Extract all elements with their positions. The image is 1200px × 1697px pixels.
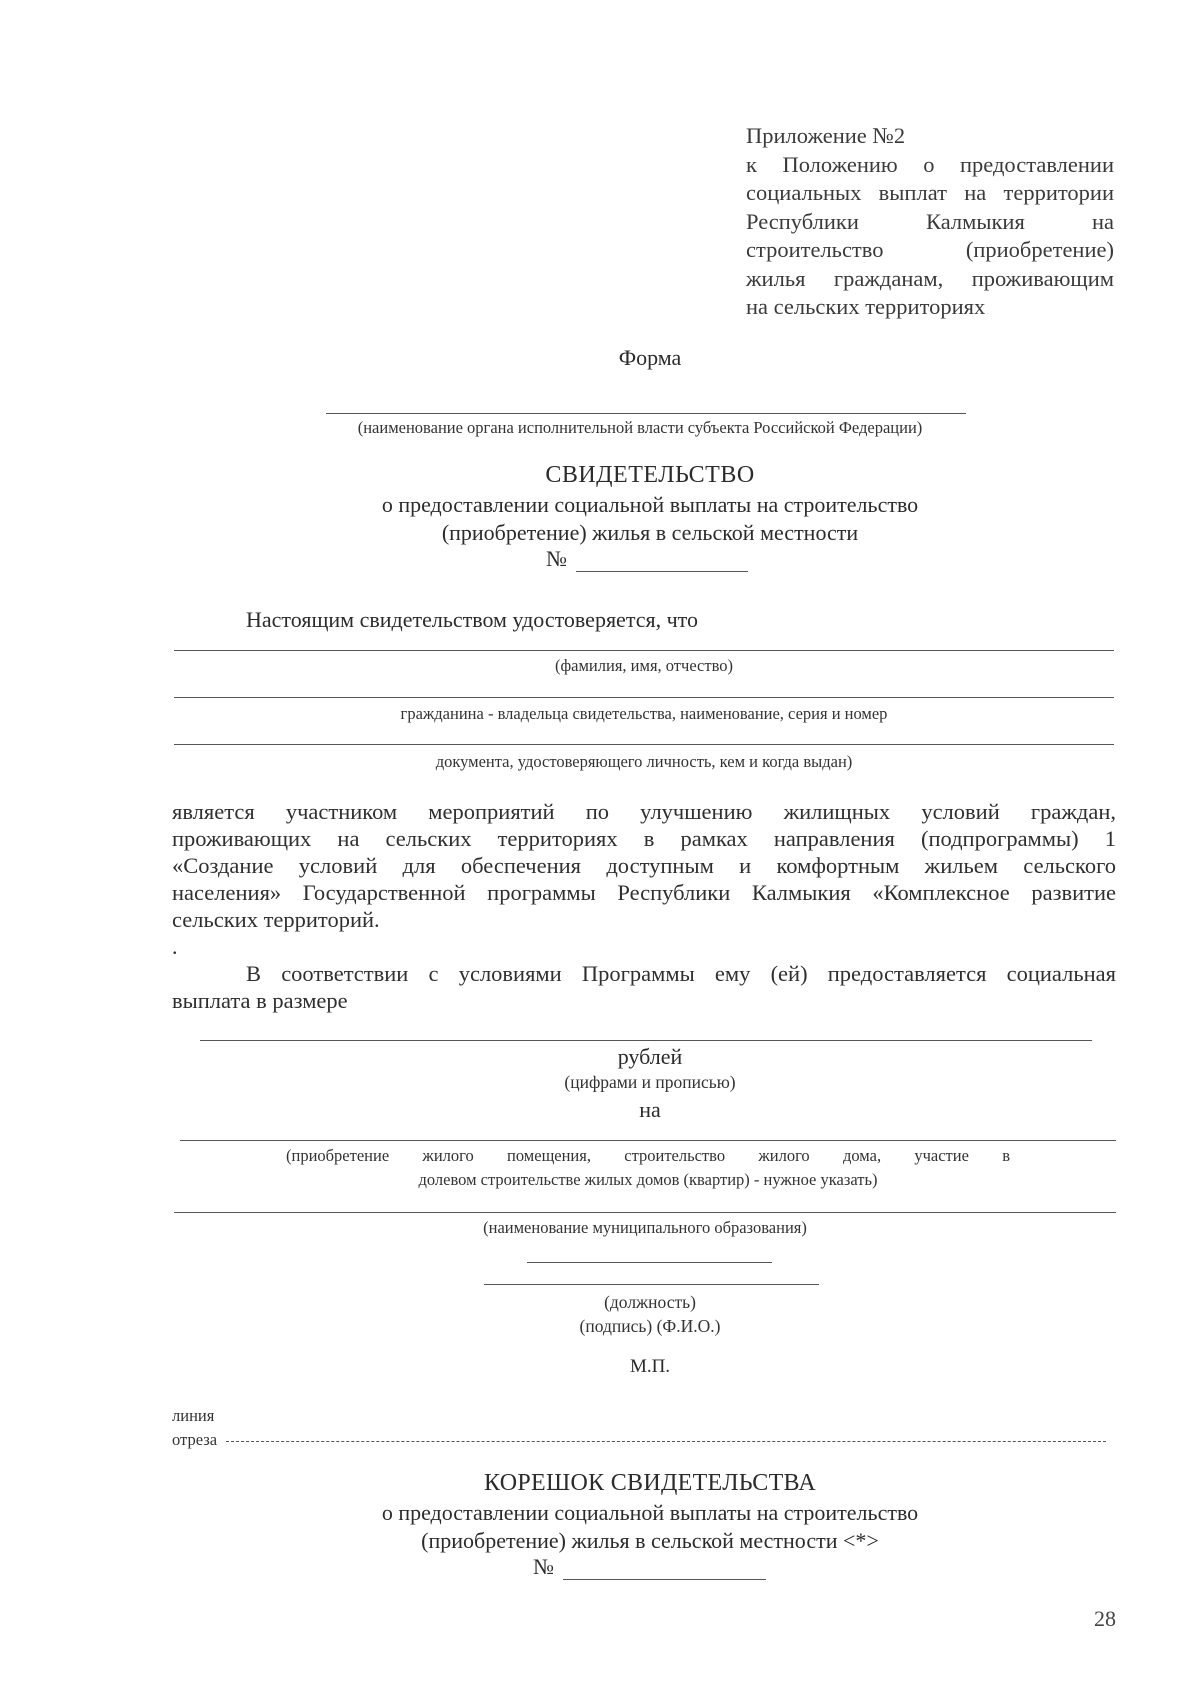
appendix-line: социальных выплат на территории [746, 180, 1114, 205]
appendix-block [746, 122, 1114, 322]
na-label: на [639, 1097, 661, 1122]
stamp-label: М.П. [629, 1356, 671, 1377]
fio-rule [174, 650, 1114, 651]
appendix-line: к Положению о предоставлении [746, 151, 1114, 177]
position-rule-short [527, 1262, 772, 1263]
stub-number-rule [563, 1579, 766, 1580]
cut-line-label: линия [172, 1406, 215, 1425]
certify-text: Настоящим свидетельством удостоверяется, что [246, 607, 698, 632]
municipality-caption: (наименование муниципального образования) [483, 1218, 807, 1237]
appendix-line: Республики Калмыкия на [746, 208, 1114, 234]
certificate-number-label: № [546, 546, 567, 571]
authority-caption: (наименование органа исполнительной власти субъекта Российской Федерации) [357, 418, 923, 437]
stub-title: КОРЕШОК СВИДЕТЕЛЬСТВА [484, 1470, 816, 1496]
participation-line: проживающих на сельских территориях в рамках направления (подпрограммы) 1 [172, 826, 1116, 851]
participation-line: сельских территорий. [172, 907, 380, 932]
owner-caption: гражданина - владельца свидетельства, наименование, серия и номер [400, 704, 888, 723]
stub-subtitle: (приобретение) жилья в сельской местности <*> [421, 1528, 879, 1553]
signature-caption: (подпись) (Ф.И.О.) [579, 1316, 721, 1336]
certificate-title: СВИДЕТЕЛЬСТВО [545, 462, 755, 488]
participation-line: «Создание условий для обеспечения доступным и комфортным жильем сельского [172, 853, 1116, 878]
appendix-line: строительство (приобретение) [746, 237, 1114, 262]
rubles-label: рублей [617, 1044, 683, 1069]
payment-line: В соответствии с условиями Программы ему (ей) предоставляется социальная [246, 961, 1116, 986]
participation-line: населения» Государственной программы Республики Калмыкия «Комплексное развитие [172, 880, 1116, 905]
cut-line [226, 1441, 1106, 1442]
purpose-rule [180, 1140, 1116, 1141]
stub-subtitle: о предоставлении социальной выплаты на строительство [381, 1500, 919, 1525]
position-rule-long [484, 1284, 819, 1285]
certificate-subtitle: (приобретение) жилья в сельской местности [441, 520, 859, 545]
stub-number-label: № [533, 1554, 554, 1579]
fio-caption: (фамилия, имя, отчество) [554, 656, 734, 675]
appendix-line: жилья гражданам, проживающим [746, 265, 1114, 291]
amount-rule [200, 1040, 1092, 1041]
position-caption: (должность) [604, 1292, 696, 1312]
municipality-rule [174, 1212, 1116, 1213]
purpose-caption: (приобретение жилого помещения, строительство жилого дома, участие в [286, 1146, 1010, 1165]
document-caption: документа, удостоверяющего личность, кем и когда выдан) [435, 752, 853, 771]
payment-line: выплата в размере [172, 988, 348, 1013]
appendix-line: на сельских территориях [746, 294, 986, 319]
certificate-number-rule [576, 571, 748, 572]
payment-paragraph [172, 960, 1116, 1014]
cut-line-label: отреза [172, 1430, 218, 1449]
stray-dot: . [172, 934, 178, 959]
document-rule [174, 744, 1114, 745]
purpose-caption: долевом строительстве жилых домов (квартир) - нужное указать) [418, 1170, 878, 1189]
rubles-caption: (цифрами и прописью) [564, 1072, 736, 1092]
authority-rule [326, 413, 966, 414]
owner-rule [174, 697, 1114, 698]
participation-paragraph [172, 798, 1116, 933]
form-label: Форма [618, 345, 682, 370]
certificate-subtitle: о предоставлении социальной выплаты на строительство [381, 492, 919, 517]
participation-line: является участником мероприятий по улучшению жилищных условий граждан, [172, 799, 1116, 824]
appendix-line: Приложение №2 [746, 123, 906, 148]
page-number: 28 [1094, 1606, 1116, 1631]
